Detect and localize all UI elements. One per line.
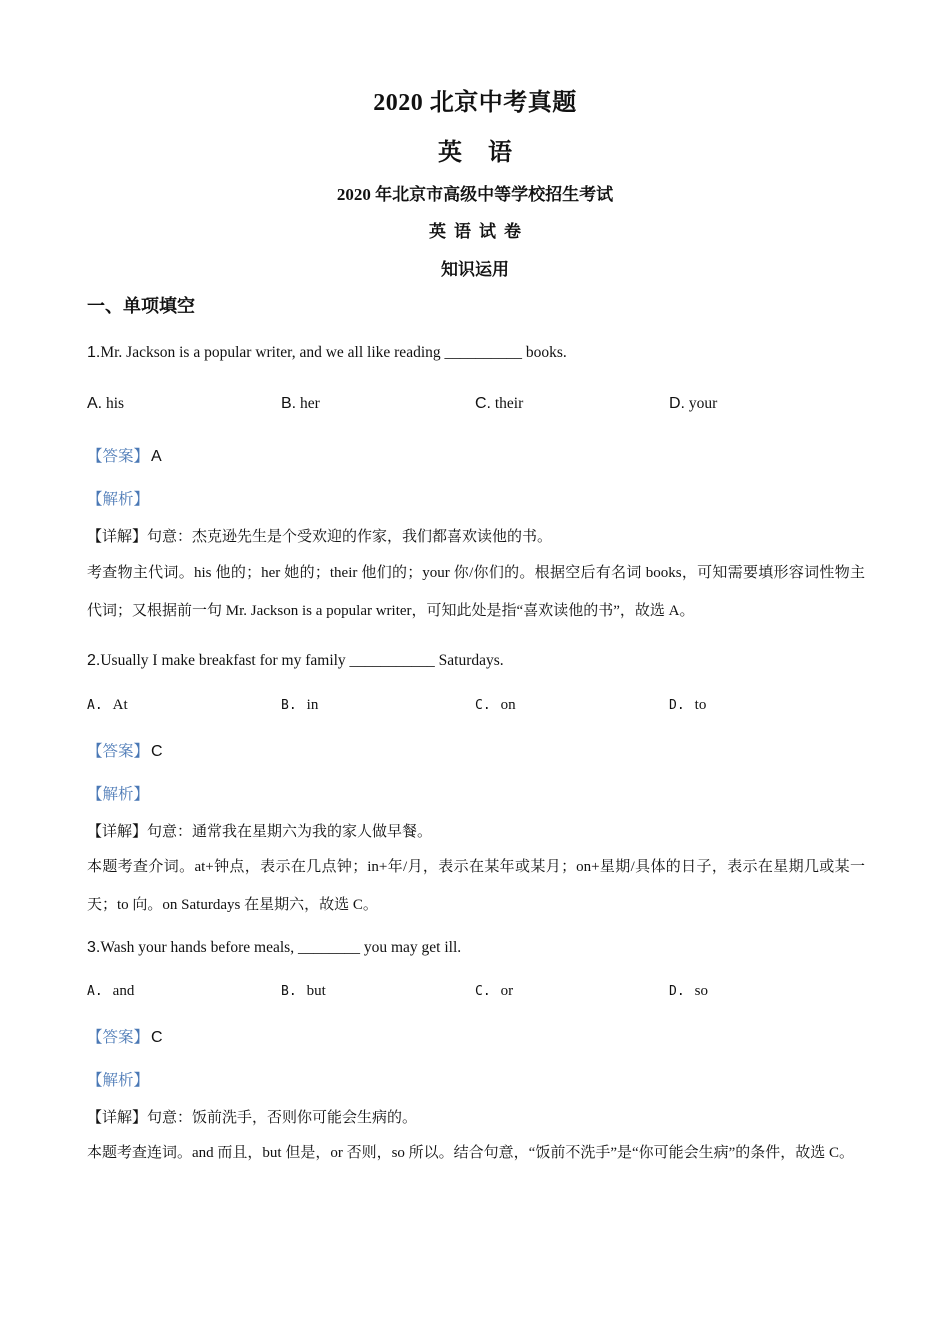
question-1-option-d	[669, 395, 717, 413]
option-letter: A.	[87, 395, 103, 412]
exam-title: 2020 北京中考真题	[373, 90, 577, 116]
question-text: Mr. Jackson is a popular writer, and we all like reading __________ books.	[100, 344, 567, 361]
option-text: or	[500, 983, 514, 999]
question-1-option-b	[281, 395, 320, 413]
question-2-option-a	[87, 697, 128, 714]
paper-name: 英语试卷	[429, 222, 529, 241]
question-2-explanation: 本题考查介词。at+钟点，表示在几点钟；in+年/月，表示在某年或某月；on+星期/具体的日子，表示在星期几或某一天；to 向。on Saturdays 在星期六，故选 C。	[87, 859, 865, 913]
answer-label: 【答案】	[87, 743, 150, 760]
option-letter: A.	[87, 698, 103, 713]
question-2-option-d	[669, 697, 706, 714]
question-3-detail: 【详解】句意：饭前洗手，否则你可能会生病的。	[87, 1110, 418, 1126]
question-3-option-c	[475, 983, 513, 1000]
option-text: their	[494, 395, 524, 412]
question-2-option-c	[475, 697, 516, 714]
question-1-analysis-label: 【解析】	[87, 491, 150, 508]
question-3-option-b	[281, 983, 326, 1000]
option-letter: B.	[281, 698, 297, 713]
option-text: her	[300, 395, 320, 412]
question-3-explanation: 本题考查连词。and 而且，but 但是，or 否则，so 所以。结合句意，“饭前不洗手”是“你可能会生病”的条件，故选 C。	[87, 1145, 855, 1161]
question-2-detail: 【详解】句意：通常我在星期六为我的家人做早餐。	[87, 824, 433, 840]
question-1-detail: 【详解】句意：杰克逊先生是个受欢迎的作家，我们都喜欢读他的书。	[87, 529, 553, 545]
answer-value: C	[151, 1029, 163, 1046]
option-letter: C.	[475, 395, 491, 412]
option-text: and	[112, 983, 135, 999]
question-3-analysis-label: 【解析】	[87, 1072, 150, 1089]
option-letter: A.	[87, 984, 103, 999]
option-letter: D.	[669, 698, 685, 713]
question-1-stem	[87, 344, 567, 362]
question-3-stem	[87, 939, 461, 957]
question-number: 3.	[87, 939, 101, 956]
question-1-explanation: 考查物主代词。his 他的；her 她的；their 他们的；your 你/你们的。根据空后有名词 books，可知需要填形容词性物主代词；又根据前一句 Mr. Jackson is a popular writer，可知此处是指“喜欢读他的书”，故选 A。	[87, 565, 865, 619]
option-text: At	[112, 697, 128, 713]
option-letter: C.	[475, 698, 491, 713]
question-3-option-d	[669, 983, 708, 1000]
question-2-option-b	[281, 697, 318, 714]
option-text: in	[306, 697, 319, 713]
option-text: on	[500, 697, 516, 713]
part-name: 知识运用	[441, 260, 509, 279]
answer-label: 【答案】	[87, 448, 150, 465]
question-number: 1.	[87, 344, 101, 361]
answer-value: A	[151, 448, 162, 465]
question-1-option-c	[475, 395, 523, 413]
answer-value: C	[151, 743, 163, 760]
option-text: so	[694, 983, 708, 999]
option-text: but	[306, 983, 326, 999]
option-letter: D.	[669, 395, 685, 412]
question-3-option-a	[87, 983, 134, 1000]
question-text: Usually I make breakfast for my family ___________ Saturdays.	[100, 652, 504, 669]
question-number: 2.	[87, 652, 101, 669]
section-title: 一、单项填空	[87, 296, 195, 316]
question-1-answer	[87, 444, 162, 466]
answer-label: 【答案】	[87, 1029, 150, 1046]
exam-name: 2020 年北京市高级中等学校招生考试	[336, 185, 614, 204]
option-text: to	[694, 697, 707, 713]
question-1-option-a	[87, 395, 124, 413]
option-text: your	[688, 395, 718, 412]
subject-title: 英语	[438, 140, 538, 166]
option-letter: D.	[669, 984, 685, 999]
question-2-answer	[87, 739, 163, 761]
option-letter: B.	[281, 395, 297, 412]
option-text: his	[106, 395, 125, 412]
question-2-analysis-label: 【解析】	[87, 786, 150, 803]
question-2-stem	[87, 652, 504, 670]
question-3-answer	[87, 1025, 163, 1047]
question-text: Wash your hands before meals, ________ you may get ill.	[100, 939, 462, 956]
option-letter: C.	[475, 984, 491, 999]
option-letter: B.	[281, 984, 297, 999]
